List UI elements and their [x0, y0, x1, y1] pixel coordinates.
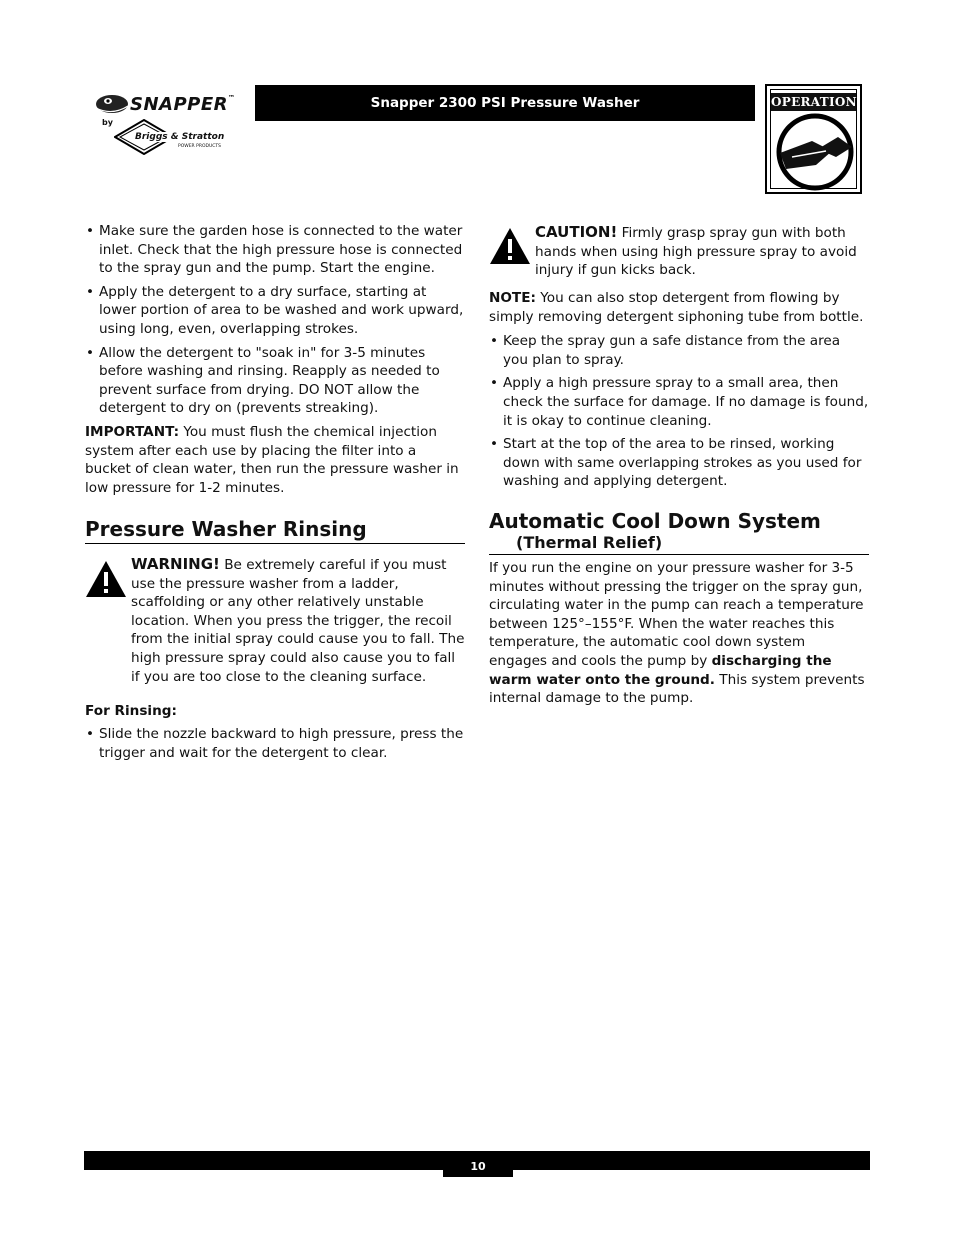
- important-note: [85, 423, 465, 497]
- important-text: You must flush the chemical injection system after each use by placing the filter into a bucket of clean water, then run the pressure washer in low pressure for 1-2 minutes.: [85, 423, 459, 496]
- right-body: [489, 289, 869, 496]
- spray-steps-list: [489, 332, 869, 491]
- important-label: IMPORTANT:: [85, 423, 180, 440]
- note-paragraph: [489, 289, 869, 326]
- page-number-tab: [443, 1151, 513, 1177]
- cooldown-text-1: If you run the engine on your pressure washer for 3-5 minutes without pressing the trigger on the spray gun, circulating water in the pump can reach a temperature between 125°–155°F. When the water reaches this temperature, the automatic cool down system engages and cools the pump by: [489, 560, 864, 669]
- warning-text: Be extremely careful if you must use the pressure washer from a ladder, scaffolding or any other relatively unstable location. When you press the trigger, the recoil from the initial spray could cause you to fall. The high pressure spray could also cause you to fall if you are too close to the cleaning surface.: [131, 557, 465, 685]
- washing-steps-list: [85, 222, 465, 418]
- operation-badge: [765, 84, 862, 194]
- cooldown-subheading: (Thermal Relief): [516, 533, 663, 552]
- caution-label: CAUTION!: [535, 223, 618, 241]
- header-title-bar: [255, 85, 755, 121]
- caution-text: Firmly grasp spray gun with both hands when using high pressure spray to avoid injury if gun kicks back.: [535, 225, 857, 279]
- hands-gear-icon: [772, 113, 858, 191]
- operation-badge-inner: [770, 89, 857, 189]
- note-label: NOTE:: [489, 290, 536, 306]
- partner-name: Briggs & Stratton: [135, 132, 225, 142]
- warning-triangle-icon: [85, 560, 127, 598]
- list-item: • Apply a high pressure spray to a small area, then check the surface for damage. If no damage is found, it is okay to continue cleaning.: [489, 374, 869, 430]
- rinsing-steps: [85, 725, 465, 767]
- note-text: You can also stop detergent from flowing by simply removing detergent siphoning tube from bottle.: [489, 290, 864, 325]
- caution-triangle-icon: [489, 227, 531, 265]
- operation-badge-title: OPERATION: [771, 95, 857, 109]
- caution-block: [535, 223, 868, 280]
- brand-tm: ™: [228, 94, 236, 102]
- cooldown-heading-rule: [489, 554, 869, 555]
- partner-sub: POWER PRODUCTS: [178, 144, 221, 149]
- warning-block: [131, 555, 466, 686]
- for-rinsing-label: For Rinsing:: [85, 703, 177, 719]
- list-item: • Keep the spray gun a safe distance from the area you plan to spray.: [489, 332, 869, 369]
- brand-name: [130, 94, 236, 115]
- left-column: [85, 222, 465, 497]
- list-item: • Make sure the garden hose is connected to the water inlet. Check that the high pressure hose is connected to the spray gun and the pump. Start the engine.: [85, 222, 465, 278]
- cooldown-heading: Automatic Cool Down System: [489, 509, 821, 533]
- list-item: • Apply the detergent to a dry surface, starting at lower portion of area to be washed and work upward, using long, even, overlapping strokes.: [85, 283, 465, 339]
- rinsing-heading: Pressure Washer Rinsing: [85, 517, 367, 541]
- list-item: • Slide the nozzle backward to high pressure, press the trigger and wait for the detergent to clear.: [85, 725, 465, 762]
- cooldown-bold: discharging the warm water onto the ground.: [489, 652, 832, 688]
- warning-label: WARNING!: [131, 555, 220, 573]
- list-item: • Start at the top of the area to be rinsed, working down with same overlapping strokes as you used for washing and applying detergent.: [489, 435, 869, 491]
- list-item: • Allow the detergent to "soak in" for 3-5 minutes before washing and rinsing. Reapply as needed to prevent surface from drying. DO NOT allow the detergent to dry on (prevents streaking).: [85, 344, 465, 418]
- by-text: by: [102, 118, 113, 127]
- rinsing-steps-list: [85, 725, 465, 762]
- header-title: Snapper 2300 PSI Pressure Washer: [370, 95, 640, 111]
- brand-text: SNAPPER: [130, 94, 228, 115]
- cooldown-paragraph: [489, 559, 867, 708]
- cooldown-text-2: This system prevents internal damage to the pump.: [489, 671, 865, 707]
- page-number: 10: [470, 1160, 486, 1173]
- rinsing-heading-rule: [85, 543, 465, 544]
